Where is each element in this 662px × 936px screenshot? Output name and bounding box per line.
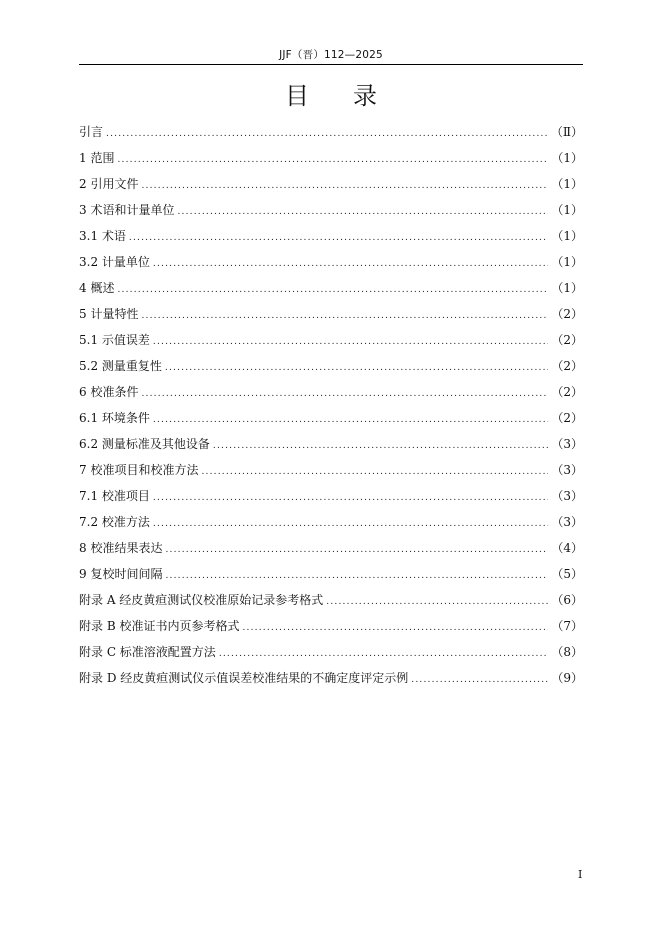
dot-leader xyxy=(165,542,548,558)
toc-entry[interactable] xyxy=(79,592,583,618)
document-code: JJF（晋）112—2025 xyxy=(279,49,383,61)
toc-entry[interactable] xyxy=(79,254,583,280)
dot-leader xyxy=(141,178,548,194)
dot-leader xyxy=(153,490,548,506)
dot-leader xyxy=(141,308,548,324)
toc-entry-label: 8 校准结果表达 xyxy=(79,541,163,555)
dot-leader xyxy=(177,204,548,220)
toc-entry[interactable] xyxy=(79,514,583,540)
toc-entry-label: 1 范围 xyxy=(79,151,115,165)
toc-entry[interactable] xyxy=(79,670,583,696)
toc-entry[interactable] xyxy=(79,410,583,436)
toc-entry[interactable] xyxy=(79,176,583,202)
dot-leader xyxy=(153,516,548,532)
toc-entry-page: （2） xyxy=(551,385,583,399)
toc-entry[interactable] xyxy=(79,566,583,592)
toc-entry-label: 5.1 示值误差 xyxy=(79,333,150,347)
toc-entry[interactable] xyxy=(79,618,583,644)
toc-entry-label: 附录 D 经皮黄疸测试仪示值误差校准结果的不确定度评定示例 xyxy=(79,671,409,685)
title-char-1: 目 xyxy=(285,82,309,110)
dot-leader xyxy=(411,672,548,688)
toc-entry-label: 引言 xyxy=(79,125,104,139)
dot-leader xyxy=(153,412,548,428)
dot-leader xyxy=(165,568,548,584)
toc-entry-page: （2） xyxy=(551,359,583,373)
toc-entry[interactable] xyxy=(79,150,583,176)
toc-entry-page: （1） xyxy=(551,203,583,217)
toc-entry-label: 6 校准条件 xyxy=(79,385,139,399)
toc-entry[interactable] xyxy=(79,488,583,514)
toc-entry-label: 2 引用文件 xyxy=(79,177,139,191)
toc-entry-page: （2） xyxy=(551,333,583,347)
toc-entry-page: （6） xyxy=(551,593,583,607)
dot-leader xyxy=(117,152,548,168)
toc-entry-label: 7.1 校准项目 xyxy=(79,489,150,503)
toc-entry-page: （8） xyxy=(551,645,583,659)
toc-entry-label: 附录 A 经皮黄疸测试仪校准原始记录参考格式 xyxy=(79,593,324,607)
toc-entry[interactable] xyxy=(79,124,583,150)
toc-entry-label: 9 复校时间间隔 xyxy=(79,567,163,581)
toc-entry-page: （7） xyxy=(551,619,583,633)
toc-entry-page: （1） xyxy=(551,151,583,165)
dot-leader xyxy=(117,282,548,298)
toc-entry-label: 3 术语和计量单位 xyxy=(79,203,175,217)
toc-entry-label: 3.2 计量单位 xyxy=(79,255,150,269)
toc-entry-page: （3） xyxy=(551,515,583,529)
toc-entry-page: （1） xyxy=(551,229,583,243)
table-of-contents xyxy=(79,124,583,696)
toc-entry-page: （3） xyxy=(551,489,583,503)
dot-leader xyxy=(141,386,548,402)
toc-entry-label: 5 计量特性 xyxy=(79,307,139,321)
dot-leader xyxy=(153,256,548,272)
dot-leader xyxy=(326,594,548,610)
toc-entry-label: 7 校准项目和校准方法 xyxy=(79,463,199,477)
toc-entry-page: （3） xyxy=(551,437,583,451)
page-number: I xyxy=(578,868,583,881)
dot-leader xyxy=(129,230,548,246)
dot-leader xyxy=(153,334,548,350)
dot-leader xyxy=(219,646,549,662)
toc-entry-label: 5.2 测量重复性 xyxy=(79,359,162,373)
toc-entry-page: （1） xyxy=(551,255,583,269)
toc-entry-page: （9） xyxy=(551,671,583,685)
toc-entry-label: 6.1 环境条件 xyxy=(79,411,150,425)
page-title xyxy=(0,82,662,110)
toc-entry[interactable] xyxy=(79,280,583,306)
toc-entry[interactable] xyxy=(79,644,583,670)
dot-leader xyxy=(201,464,548,480)
toc-entry[interactable] xyxy=(79,358,583,384)
dot-leader xyxy=(165,360,548,376)
toc-entry[interactable] xyxy=(79,228,583,254)
header-rule xyxy=(79,64,583,65)
title-char-2: 录 xyxy=(353,82,377,110)
toc-entry-page: （1） xyxy=(551,177,583,191)
toc-entry[interactable] xyxy=(79,540,583,566)
toc-entry[interactable] xyxy=(79,306,583,332)
toc-entry-page: （3） xyxy=(551,463,583,477)
toc-entry-page: （2） xyxy=(551,411,583,425)
toc-entry-page: （2） xyxy=(551,307,583,321)
dot-leader xyxy=(242,620,548,636)
toc-entry-page: （1） xyxy=(551,281,583,295)
toc-entry[interactable] xyxy=(79,436,583,462)
toc-entry-label: 附录 B 校准证书内页参考格式 xyxy=(79,619,240,633)
dot-leader xyxy=(213,438,548,454)
toc-entry-label: 4 概述 xyxy=(79,281,115,295)
toc-entry[interactable] xyxy=(79,332,583,358)
toc-entry-label: 7.2 校准方法 xyxy=(79,515,150,529)
toc-entry-label: 3.1 术语 xyxy=(79,229,126,243)
toc-entry-page: （Ⅱ） xyxy=(550,125,583,139)
toc-entry[interactable] xyxy=(79,462,583,488)
toc-entry-label: 6.2 测量标准及其他设备 xyxy=(79,437,210,451)
toc-entry-page: （5） xyxy=(551,567,583,581)
toc-entry[interactable] xyxy=(79,384,583,410)
toc-entry-page: （4） xyxy=(551,541,583,555)
toc-entry[interactable] xyxy=(79,202,583,228)
dot-leader xyxy=(106,126,548,142)
toc-entry-label: 附录 C 标准溶液配置方法 xyxy=(79,645,216,659)
